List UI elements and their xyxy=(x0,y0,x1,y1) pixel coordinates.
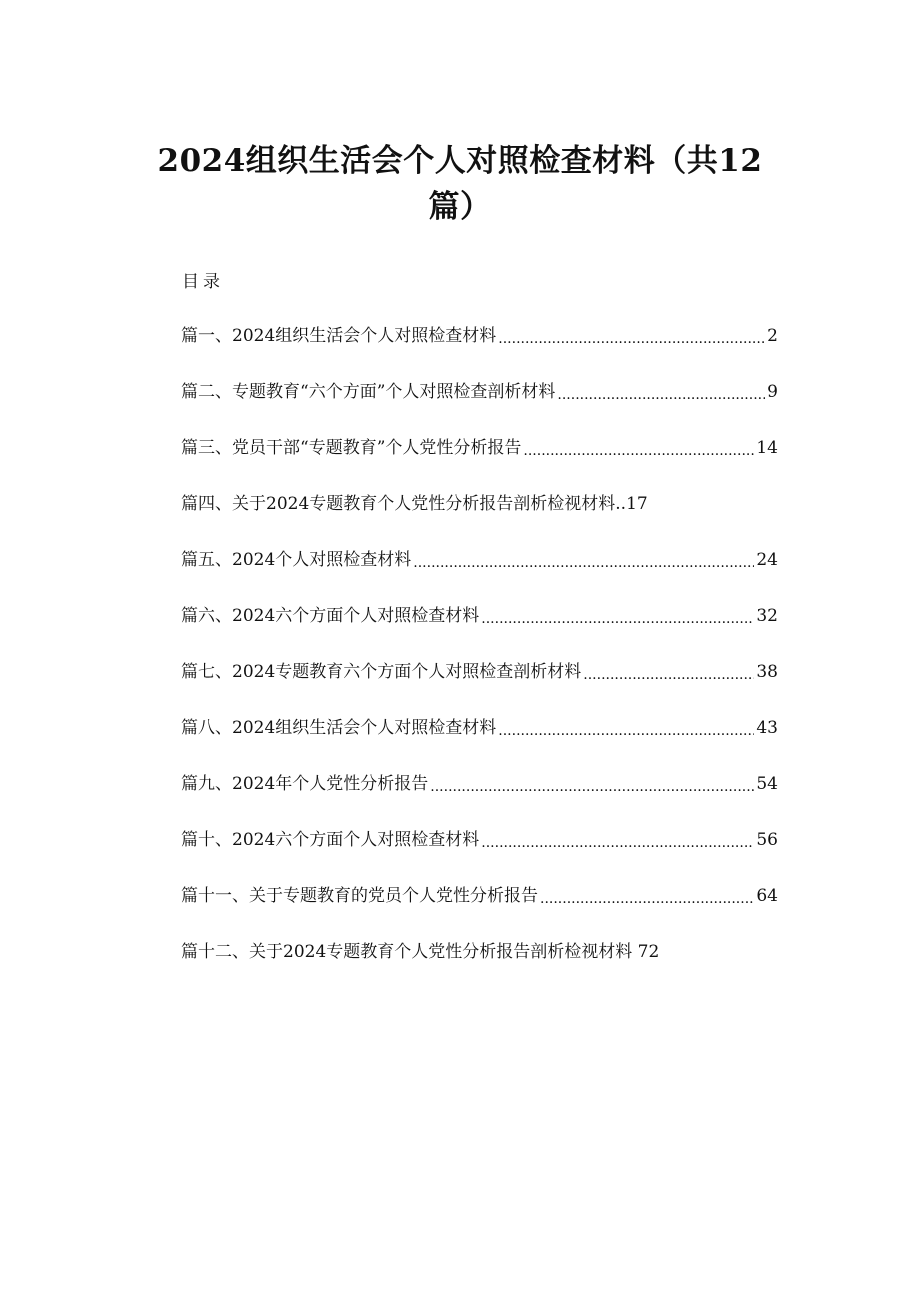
toc-dot-leader xyxy=(498,714,754,742)
toc-entry-title: 篇五、2024个人对照检查材料 xyxy=(181,550,412,570)
toc-entry-title: 篇十一、关于专题教育的党员个人党性分析报告 xyxy=(181,886,538,906)
toc-dot-leader xyxy=(583,658,754,686)
toc-dot-leader xyxy=(498,322,765,350)
toc-entry-title: 篇三、党员干部“专题教育”个人党性分析报告 xyxy=(181,438,522,458)
toc-entry-title: 篇一、2024组织生活会个人对照检查材料 xyxy=(181,326,497,346)
toc-dot-leader xyxy=(481,602,754,630)
toc-entry[interactable] xyxy=(181,714,778,770)
toc-dot-leader xyxy=(413,546,754,574)
toc-entry-page-number: 9 xyxy=(767,382,778,402)
toc-entry-title: 篇八、2024组织生活会个人对照检查材料 xyxy=(181,718,497,738)
toc-dot-leader xyxy=(540,882,754,910)
toc-entry[interactable] xyxy=(181,882,778,938)
toc-entry-title: 篇六、2024六个方面个人对照检查材料 xyxy=(181,606,480,626)
toc-entry[interactable] xyxy=(181,378,778,434)
toc-entry-title: 篇七、2024专题教育六个方面个人对照检查剖析材料 xyxy=(181,662,582,682)
toc-entry-page-number: 17 xyxy=(626,494,648,514)
toc-dot-leader xyxy=(523,434,754,462)
toc-dot-leader xyxy=(481,826,754,854)
toc-entry[interactable] xyxy=(181,826,778,882)
toc-entry-page-number: 43 xyxy=(756,718,778,738)
toc-entry[interactable] xyxy=(181,546,778,602)
toc-entry[interactable] xyxy=(181,770,778,826)
toc-entry[interactable] xyxy=(181,322,778,378)
toc-dot-leader xyxy=(557,378,765,406)
toc-entry-page-number: 32 xyxy=(756,606,778,626)
toc-entry[interactable] xyxy=(181,938,781,994)
toc-entry-page-number: 72 xyxy=(637,942,660,962)
toc-entry-page-number: 38 xyxy=(756,662,778,682)
toc-entry-title: 篇九、2024年个人党性分析报告 xyxy=(181,774,429,794)
toc-entry-title: 篇十二、关于2024专题教育个人党性分析报告剖析检视材料 xyxy=(181,942,633,962)
toc-entry-title: 篇十、2024六个方面个人对照检查材料 xyxy=(181,830,480,850)
toc-entry-page-number: 64 xyxy=(756,886,778,906)
toc-dot-leader xyxy=(430,770,754,798)
toc-entry[interactable] xyxy=(181,490,781,546)
toc-entry[interactable] xyxy=(181,658,778,714)
toc-entry-title: 篇二、专题教育“六个方面”个人对照检查剖析材料 xyxy=(181,382,556,402)
document-title: 2024组织生活会个人对照检查材料（共12篇） xyxy=(157,143,763,225)
toc-entry-page-number: 54 xyxy=(756,774,778,794)
toc-entry[interactable] xyxy=(181,434,778,490)
toc-entry-page-number: 14 xyxy=(756,438,778,458)
table-of-contents xyxy=(181,322,781,994)
toc-entry-page-number: 24 xyxy=(756,550,778,570)
toc-entry[interactable] xyxy=(181,602,778,658)
toc-entry-page-number: 56 xyxy=(756,830,778,850)
toc-entry-page-number: 2 xyxy=(767,326,778,346)
toc-entry-title: 篇四、关于2024专题教育个人党性分析报告剖析检视材料.. xyxy=(181,494,627,514)
toc-heading: 目录 xyxy=(182,272,224,292)
